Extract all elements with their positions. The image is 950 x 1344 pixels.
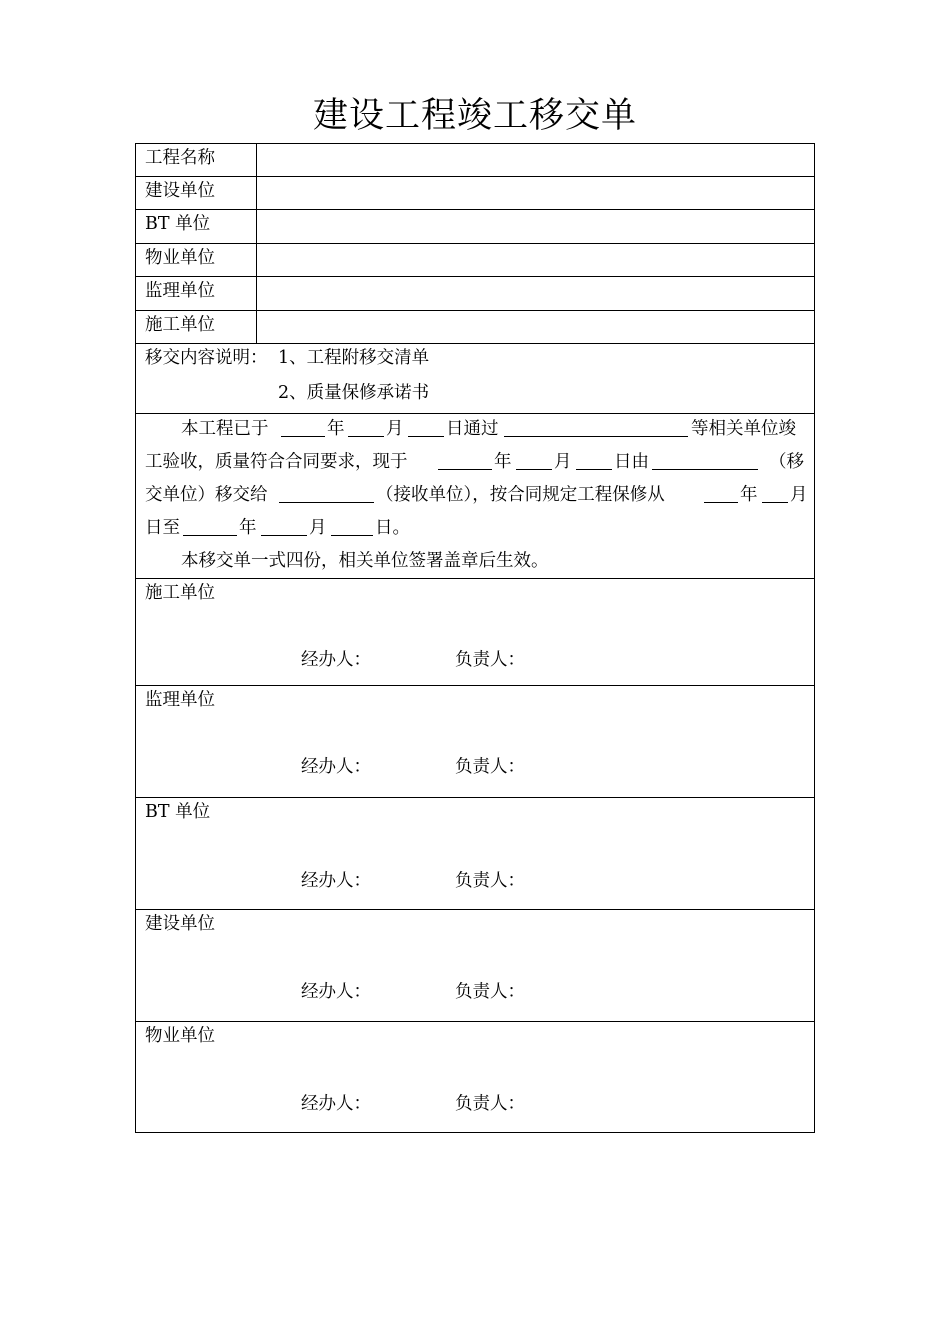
info-row-supervision-unit (136, 277, 814, 311)
handover-form (135, 143, 815, 1133)
day-blank[interactable] (408, 418, 444, 437)
leader-signature-field[interactable]: 负责人： (455, 757, 525, 777)
year-blank[interactable] (704, 484, 738, 503)
info-row-construction-unit (136, 177, 814, 210)
signature-unit-label: 建设单位 (145, 914, 215, 934)
day-blank[interactable] (576, 451, 612, 470)
handler-signature-field[interactable]: 经办人： (301, 757, 371, 777)
column-divider (256, 210, 257, 243)
info-label: 建设单位 (145, 181, 215, 201)
statement-text: 本移交单一式四份，相关单位签署盖章后生效。 (181, 551, 549, 571)
statement-text: 日通过 (446, 419, 499, 439)
leader-signature-field[interactable]: 负责人： (455, 982, 525, 1002)
month-blank[interactable] (516, 451, 552, 470)
statement-text: 日由 (614, 452, 649, 472)
statement-text: 月 (554, 452, 572, 472)
day-blank[interactable] (331, 517, 373, 536)
statement-text: （接收单位），按合同规定工程保修从 (376, 485, 665, 505)
transfer-contents-row (136, 344, 814, 414)
month-blank[interactable] (261, 517, 307, 536)
receiving-unit-blank[interactable] (279, 484, 374, 503)
signature-unit-label: 物业单位 (145, 1026, 215, 1046)
column-divider (256, 144, 257, 176)
signature-unit-label: BT 单位 (145, 802, 211, 822)
column-divider (256, 244, 257, 276)
column-divider (256, 311, 257, 343)
leader-signature-field[interactable]: 负责人： (455, 650, 525, 670)
statement-text: 年 (239, 518, 257, 538)
handler-signature-field[interactable]: 经办人： (301, 650, 371, 670)
info-row-bt-unit (136, 210, 814, 244)
statement-text: 年 (327, 419, 345, 439)
statement-text: （移 (769, 452, 804, 472)
column-divider (256, 277, 257, 310)
statement-text: 月 (386, 419, 404, 439)
signature-block-property (136, 1022, 814, 1132)
info-label: 施工单位 (145, 315, 215, 335)
info-row-property-unit (136, 244, 814, 277)
month-blank[interactable] (762, 484, 788, 503)
handler-signature-field[interactable]: 经办人： (301, 871, 371, 891)
signature-unit-label: 监理单位 (145, 690, 215, 710)
info-label: 监理单位 (145, 281, 215, 301)
acceptance-blank[interactable] (504, 418, 688, 437)
signature-unit-label: 施工单位 (145, 583, 215, 603)
info-row-contractor-unit (136, 311, 814, 344)
info-label: BT 单位 (145, 214, 211, 234)
statement-row (136, 414, 814, 579)
statement-text: 日至 (145, 518, 180, 538)
signature-block-contractor (136, 579, 814, 686)
statement-text: 月 (790, 485, 808, 505)
statement-text: 交单位）移交给 (145, 485, 268, 505)
statement-text: 月 (309, 518, 327, 538)
statement-text: 年 (740, 485, 758, 505)
column-divider (256, 177, 257, 209)
info-label: 工程名称 (145, 148, 215, 168)
handler-signature-field[interactable]: 经办人： (301, 982, 371, 1002)
signature-block-supervision (136, 686, 814, 798)
statement-text: 等相关单位竣 (691, 419, 796, 439)
leader-signature-field[interactable]: 负责人： (455, 1094, 525, 1114)
statement-text: 工验收，质量符合合同要求，现于 (145, 452, 408, 472)
transferring-unit-blank[interactable] (652, 451, 758, 470)
year-blank[interactable] (183, 517, 237, 536)
transfer-item-warranty: 2、质量保修承诺书 (278, 383, 430, 403)
year-blank[interactable] (281, 418, 325, 437)
leader-signature-field[interactable]: 负责人： (455, 871, 525, 891)
year-blank[interactable] (438, 451, 492, 470)
info-row-project-name (136, 144, 814, 177)
info-label: 物业单位 (145, 248, 215, 268)
transfer-item-list: 1、工程附移交清单 (278, 348, 430, 368)
statement-text: 日。 (375, 518, 410, 538)
transfer-contents-label: 移交内容说明： (145, 348, 268, 368)
statement-text: 本工程已于 (181, 419, 269, 439)
signature-block-construction (136, 910, 814, 1022)
handler-signature-field[interactable]: 经办人： (301, 1094, 371, 1114)
signature-block-bt (136, 798, 814, 910)
form-title: 建设工程竣工移交单 (312, 96, 637, 136)
statement-text: 年 (494, 452, 512, 472)
month-blank[interactable] (348, 418, 384, 437)
